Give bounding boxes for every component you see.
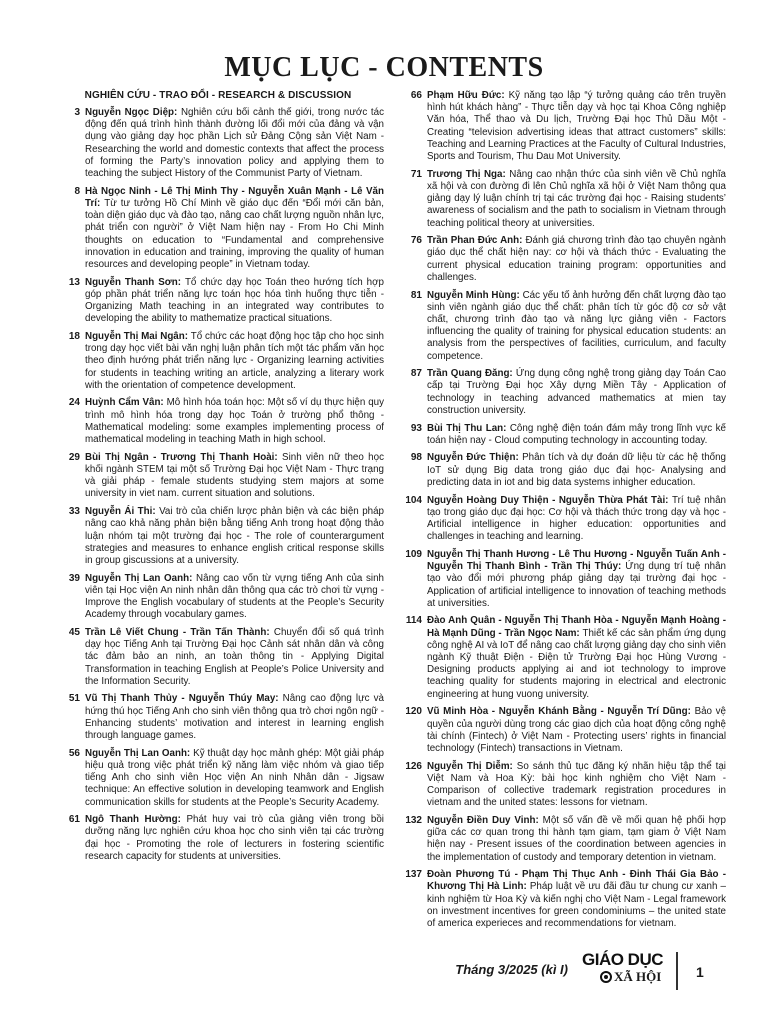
toc-entry-title: Pháp luật về ưu đãi đầu tư chung cư xanh – kinh nghiệm từ Hoa Kỳ và kiến nghị cho Việt Nam - Legal framework on investment incentives for green condominiums – the united state of america experieces and recommendations for vietnam. [427,881,726,930]
toc-entry-authors: Nguyễn Hoàng Duy Thiện - Nguyễn Thừa Phát Tài: [427,494,669,506]
toc-entry-authors: Hà Ngọc Ninh - Lê Thị Minh Thy - Nguyễn Xuân Mạnh - Lê Văn Trí: [85,185,384,209]
toc-entry-authors: Trần Phan Đức Anh: [427,235,523,247]
toc-entry-title: Các yếu tố ảnh hưởng đến chất lượng đào tạo sinh viên ngành giáo dục thể chất: phân tích từ góc độ cơ sở vật chất, chương trình đào tạo và năng lực giảng viên - Factors influencing the quality of training for physical education students: an analysis from the perspectives of facilities, curriculum, and faculty competence. [427,289,726,362]
toc-entry-page: 104 [405,494,422,506]
toc-entry-page: 24 [68,397,80,409]
toc-entry-page: 56 [68,747,80,759]
toc-entry-title: Phân tích và dự đoán dữ liệu từ các hệ thống IoT sử dụng Big data trong giáo dục đại học- Analysing and predicting data in iot and big data systems inhigher education. [427,452,727,488]
toc-entry-page: 66 [410,90,422,101]
toc-entry-title: Tổ chức dạy học Toán theo hướng tích hợp góp phần phát triển năng lực toán học hóa tình huống thực tiễn - Organizing Math teaching in an integrated way contributes to developing the ability to mathematize practical situations. [85,276,384,325]
toc-entry-page: 33 [68,506,80,518]
toc-entry-title: Phát huy vai trò của giảng viên trong bồi dưỡng năng lực nghiên cứu khoa học cho sinh viên tại các trường đại học - Promoting the role of lecturers in fostering scientific research capacity for students at universities. [85,814,384,862]
toc-entry-authors: Nguyễn Thị Lan Oanh: [85,747,191,759]
toc-entry-page: 81 [410,289,422,301]
toc-entry-title: Nâng cao nhận thức của sinh viên về Chủ nghĩa xã hội và con đường đi lên Chủ nghĩa xã hội ở Việt Nam thông qua giảng dạy lý luận chính trị tại các trường đại học - Raising students’ awareness of socialism and the path to socialism in Vietnam through teaching political theory at universities. [427,168,726,229]
toc-entry-body [427,615,726,700]
toc-entry [394,706,726,755]
toc-entry [394,235,726,284]
logo-mark-icon [600,971,612,983]
toc-entry [52,331,384,392]
toc-entry-title: Nâng cao vốn từ vựng tiếng Anh của sinh viên tại Học viện An ninh nhân dân thông qua các trò chơi từ vựng - Improve the English vocabulary of students at the People’s Security Academy through vocabulary games. [85,572,384,621]
toc-entry-body [85,186,384,271]
toc-entry-page: 109 [405,548,422,560]
toc-entry-body [427,495,726,544]
toc-entry-page: 93 [410,422,422,434]
toc-entry-authors: Ngô Thanh Hường: [85,814,181,826]
toc-entry-title: Ứng dụng trí tuệ nhân tạo vào đổi mới phương pháp giảng dạy tại trường đại học - Application of artificial intelligence to innovation of teaching methods at universities. [427,561,726,609]
logo-subtitle-row [582,969,668,985]
toc-entry-page: 132 [405,814,422,826]
toc-entry [52,452,384,501]
magazine-logo [582,950,668,996]
toc-entry-body [85,107,384,180]
toc-entry-page: 76 [410,235,422,247]
toc-entry [52,107,384,180]
toc-entry [394,290,726,363]
toc-entry-page: 137 [405,869,422,881]
toc-entry-body [85,573,384,622]
toc-entry [52,814,384,863]
toc-entry-body [85,277,384,326]
toc-entry [394,549,726,610]
toc-entry [394,423,726,447]
toc-entry-title: Nâng cao động lực và hứng thú học Tiếng Anh cho sinh viên thông qua trò chơi ngôn ngữ - Enhancing students’ motivation and interest in learning english through language games. [85,693,384,742]
toc-entry [394,90,726,163]
toc-entry-page: 13 [68,276,80,288]
toc-entry [394,169,726,230]
toc-entry-body [427,169,726,230]
toc-entry-body [85,748,384,809]
toc-entry [52,573,384,622]
toc-entry-title: Chuyển đổi số quá trình dạy học Tiếng Anh tại Trường Đại học Cảnh sát nhân dân và công tác đảm bảo an ninh, an toàn thông tin - Applying Digital Transformation in teaching English at People’s Police University and the Information Security. [85,626,384,687]
toc-entry [52,693,384,742]
toc-entry-title: Mô hình hóa toán học: Một số ví dụ thực hiện quy trình mô hình hóa trong dạy học Toán ở trường phổ thông - Mathematical modeling: some examples implementing process of mathematical modeling in teaching Math in high school. [85,397,384,446]
toc-entry-body [427,235,726,284]
toc-entry-title: Thiết kế các sản phẩm ứng dụng công nghệ AI và IoT để nâng cao chất lượng giảng dạy cho sinh viên ngành Kỹ thuật Điện - Điện tử Trường Đại học Hùng Vương - Designing products applying ai and iot technology to improve teaching quality for students majoring in electrical and electronic engineering at hung vuong university. [427,627,726,700]
toc-entry-title: Ứng dụng công nghệ trong giảng dạy Toán Cao cấp tại Trường Đại học Xây dựng Miền Tây - Application of technology in teaching advanced mathematics at mien tay construction university. [427,368,726,416]
toc-entry-page: 98 [410,452,422,464]
toc-entry-authors: Nguyễn Thị Diễm: [427,760,513,772]
toc-entry-title: Từ tư tưởng Hồ Chí Minh về giáo dục đến “Đổi mới căn bản, toàn diện giáo dục và đào tạo, nâng cao chất lượng nguồn nhân lực, phát triển con người” ở Việt Nam hiện nay - From Ho Chi Minh thoughts on education to “Fundamental and comprehensive innovation in education and training, improving the quality of human resources and developing people” in Vietnam today. [85,197,384,270]
toc-entry [52,506,384,567]
toc-entry-title: Bảo vệ quyền của người dùng trong các giao dịch của hoạt động công nghệ tài chính (Fintech) ở Việt Nam - Protecting users’ rights in financial technology (Fintech) transactions in Vietnam. [427,706,726,754]
toc-entry-title: Trí tuệ nhân tạo trong giáo dục đại học: Cơ hội và thách thức trong dạy và học - Artificial intelligence in higher education: opportunities and challenges in teaching and learning. [427,494,727,543]
toc-entry-page: 51 [68,693,80,705]
toc-entry-authors: Nguyễn Ngọc Diệp: [85,107,178,118]
toc-entry [394,615,726,700]
toc-entry-title: Kỹ năng tạo lập “ý tưởng quảng cáo trên truyền hình hút khách hàng” - Thực tiễn dạy và học tại Khoa Công nghiệp Văn hóa, Thể thao và Du lịch, Trường Đại học Thủ Dầu Một - Creating “television advertising ideas that attract customers” skills: Teaching and Learning Practices at the Faculty of Cultural Industries, Sports and Tourism, Thu Dau Mot University. [427,90,727,163]
toc-entry-page: 8 [74,185,80,197]
toc-entry [394,452,726,489]
toc-entry-authors: Trương Thị Nga: [427,168,506,180]
page-title: MỤC LỤC - CONTENTS [224,52,544,83]
toc-entry-authors: Trần Lê Viết Chung - Trần Tấn Thành: [85,626,270,638]
toc-entry-body [427,290,726,363]
toc-entry-body [427,706,726,755]
toc-entry-authors: Nguyễn Thị Lan Oanh: [85,572,193,584]
toc-entry-page: 29 [68,451,80,463]
toc-entry-title: Tổ chức các hoạt động học tập cho học sinh trong dạy học viết bài văn nghị luận phân tích một tác phẩm văn học theo định hướng phát triển năng lực - Organizing learning activities for students in teaching writing an article, analyzing a literary work with the orientation of competence development. [85,330,384,391]
toc-entry-body [427,869,726,930]
toc-entry-authors: Vũ Minh Hòa - Nguyễn Khánh Bằng - Nguyễn Trí Dũng: [427,706,691,718]
toc-entry-page: 126 [405,760,422,772]
toc-entry [394,761,726,810]
toc-entry-authors: Nguyễn Ái Thi: [85,506,156,518]
toc-entry-page: 18 [68,330,80,342]
toc-entry-page: 120 [405,706,422,718]
toc-entry-page: 114 [405,615,422,627]
toc-entry-title: Vai trò của chiến lược phản biện và các biện pháp nâng cao khả năng phản biện bằng tiếng Anh trong hoạt động thảo luận nhóm tại một trường đại học - The role of counterargument strategies and measures to enhance english critical response skills in group giscussions at a university. [85,506,384,566]
toc-entry-authors: Nguyễn Thị Thanh Hương - Lê Thu Hương - Nguyễn Tuấn Anh - Nguyễn Thị Thanh Bình - Trần Thị Thúy: [427,548,726,573]
contents-columns [52,90,726,950]
logo-title: GIÁO DỤC [582,950,663,969]
toc-entry-page: 87 [410,368,422,380]
toc-entry-body [85,452,384,501]
toc-entry-body [427,761,726,810]
toc-entry-body [85,627,384,688]
toc-entry [52,397,384,446]
toc-entry-page: 3 [74,107,80,118]
toc-entry-body [85,331,384,392]
toc-entry-page: 71 [410,168,422,180]
toc-entry-authors: Phạm Hữu Đức: [427,90,505,101]
toc-entry-authors: Huỳnh Cẩm Vân: [85,397,164,409]
toc-entry-body [85,814,384,863]
toc-entry [394,495,726,544]
toc-entry-body [427,549,726,610]
toc-entry-authors: Nguyễn Thanh Sơn: [85,276,181,288]
toc-entry-page: 39 [68,572,80,584]
section-heading: NGHIÊN CỨU - TRAO ĐỔI - RESEARCH & DISCUSSION [84,90,352,101]
toc-entry [52,748,384,809]
toc-entry-authors: Trần Quang Đăng: [427,368,513,380]
issue-date: Tháng 3/2025 (kì I) [455,962,568,977]
toc-entry [394,869,726,930]
footer-divider [676,952,678,990]
toc-entry-body [427,815,726,864]
toc-entry-authors: Bùi Thị Ngân - Trương Thị Thanh Hoài: [85,451,278,463]
toc-entry-authors: Nguyễn Minh Hùng: [427,289,520,301]
toc-entry [394,368,726,417]
toc-entry [394,815,726,864]
toc-entry-title: Sinh viên nữ theo học khối ngành STEM tại một số Trường Đại học Việt Nam - Thực trạng và giải pháp - female students studying stem majors at some university in viet nam. current situation and solutions. [85,451,384,500]
toc-entry-authors: Vũ Thị Thanh Thủy - Nguyễn Thúy May: [85,693,279,705]
toc-entry [52,627,384,688]
toc-entry-title: Công nghệ điện toán đám mây trong lĩnh vực kế toán hiện nay - Cloud computing technology in accounting today. [427,422,726,446]
left-column [52,90,384,950]
toc-entry-page: 45 [68,626,80,638]
toc-entry-title: Kỹ thuật dạy học mảnh ghép: Một giải pháp hiệu quả trong việc phát triển kỹ năng làm việc nhóm và giao tiếp tiếng Anh cho sinh viên Học viện An ninh Nhân dân - Jigsaw technique: An effective solution in developing teamwork and English communication skills for students at the People’s Security Academy. [85,747,384,808]
toc-entry [52,186,384,271]
page-footer [0,952,768,1012]
toc-entry-body [427,368,726,417]
toc-entry-authors: Nguyễn Đức Thiện: [427,452,519,464]
toc-entry-body [427,452,726,489]
toc-entry-body [427,423,726,447]
right-column [394,90,726,950]
toc-entry-body [85,506,384,567]
toc-entry-title: Nghiên cứu bối cảnh thế giới, trong nước tác động đến quá trình hình thành đường lối đổi mới của đảng và vận dụng vào giảng dạy học phần Lịch sử Đảng Cộng sản Việt Nam - Researching the world and domestic contexts that affect the process of forming the Party’s innovation policy and applying them to teaching the subject History of the Communist Party of Vietnam. [85,107,384,180]
toc-entry [52,277,384,326]
toc-entry-authors: Đào Anh Quân - Nguyễn Thị Thanh Hòa - Nguyễn Mạnh Hoàng - Hà Mạnh Dũng - Trần Ngọc Nam: [427,615,726,639]
toc-entry-authors: Đoàn Phương Tú - Phạm Thị Thục Anh - Đinh Thái Gia Bảo - Khương Thị Hà Linh: [427,869,726,893]
toc-entry-authors: Nguyễn Điền Duy Vinh: [427,814,539,826]
toc-entry-authors: Bùi Thị Thu Lan: [427,422,507,434]
logo-subtitle: XÃ HỘI [614,969,662,984]
toc-entry-title: Một số vấn đề về mối quan hệ phối hợp giữa các cơ quan trong thi hành tạm giam, tạm giam ở Việt Nam hiện nay - Present issues of the coordination between agencies in the implementation of custody and temporary detention in vietnam. [427,814,726,863]
toc-entry-body [85,693,384,742]
toc-entry-page: 61 [68,814,80,826]
toc-entry-body [85,397,384,446]
toc-entry-body [427,90,726,163]
toc-entry-authors: Nguyễn Thị Mai Ngân: [85,330,188,342]
toc-entry-title: So sánh thủ tục đăng ký nhãn hiệu tập thể tại Việt Nam và Hoa Kỳ: bài học kinh nghiệm cho Việt Nam - Comparison of collective trademark registration procedures in vietnam and the united states: lessons for vietnam. [427,760,726,809]
toc-entry-title: Đánh giá chương trình đào tạo chuyên ngành giáo dục thể chất hiện nay: cơ hội và thách thức - Evaluating the current physical education training program: opportunities and challenges. [427,235,726,283]
page-number: 1 [696,964,704,980]
